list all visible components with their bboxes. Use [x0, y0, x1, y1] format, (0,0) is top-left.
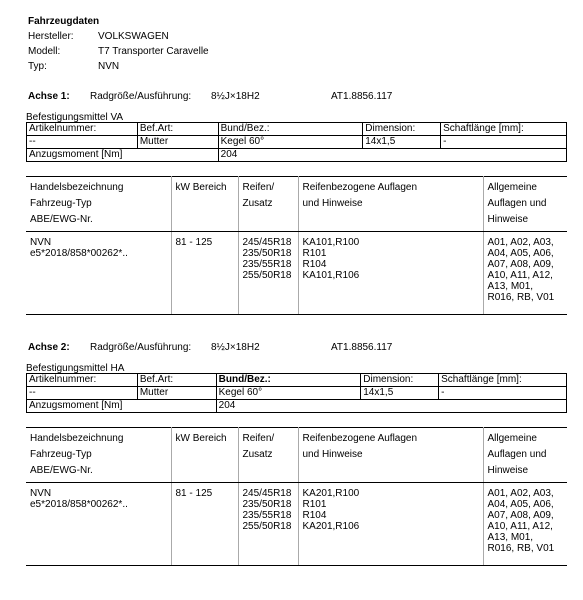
axle-2-code: AT1.8856.117	[331, 342, 393, 353]
dimension: 14x1,5	[363, 136, 441, 149]
fixing-row	[27, 387, 567, 400]
tyre-note: KA201,R106	[302, 521, 360, 532]
kw-range: 81 - 125	[171, 232, 238, 315]
col-shaft-length: Schaftlänge [mm]:	[441, 123, 567, 136]
type-value: NVN	[98, 61, 120, 72]
type-label: Typ:	[28, 61, 47, 72]
tyre-note: KA201,R100	[302, 488, 360, 499]
fixing-type: Mutter	[137, 387, 216, 400]
general-notes	[483, 483, 567, 566]
trade-name-line-3: ABE/EWG-Nr.	[30, 214, 93, 225]
general-notes-line-2: Auflagen und	[487, 198, 547, 209]
general-note: A07, A08, A09,	[487, 259, 554, 270]
col-tyre-notes	[298, 177, 483, 232]
general-notes-line-2: Auflagen und	[487, 449, 547, 460]
tyres-line-2: Zusatz	[242, 449, 273, 460]
tyre-list	[238, 232, 298, 315]
tyre-size: 245/45R18	[242, 237, 292, 248]
axle-1-fitment-table	[26, 176, 567, 315]
general-note: A01, A02, A03,	[487, 237, 554, 248]
col-article-number: Artikelnummer:	[27, 374, 138, 387]
tyre-notes	[298, 232, 483, 315]
fixing-header-row	[27, 374, 567, 387]
col-dimension: Dimension:	[361, 374, 439, 387]
article-number: --	[27, 387, 138, 400]
axle-1-fixing-title: Befestigungsmittel VA	[26, 112, 124, 123]
col-kw-range: kW Bereich	[171, 428, 238, 483]
col-trade-name	[26, 428, 171, 483]
torque-label: Anzugsmoment [Nm]	[27, 400, 217, 413]
trade-name-line-3: ABE/EWG-Nr.	[30, 465, 93, 476]
trade-name-line-1: Handelsbezeichnung	[30, 433, 124, 444]
general-note: A13, M01,	[487, 532, 534, 543]
tyre-size: 235/50R18	[242, 499, 292, 510]
col-general-notes	[483, 428, 567, 483]
tyre-notes-line-1: Reifenbezogene Auflagen	[302, 433, 418, 444]
tyres-line-2: Zusatz	[242, 198, 273, 209]
general-note: R016, RB, V01	[487, 292, 555, 303]
col-dimension: Dimension:	[363, 123, 441, 136]
tyre-note: KA101,R100	[302, 237, 360, 248]
article-number: --	[27, 136, 138, 149]
axle-2-fixing-table	[26, 373, 567, 413]
vehicle-data	[28, 14, 209, 74]
general-note: A01, A02, A03,	[487, 488, 554, 499]
torque-row	[27, 149, 567, 162]
manufacturer-label: Hersteller:	[28, 31, 74, 42]
general-note: A07, A08, A09,	[487, 510, 554, 521]
general-note: A10, A11, A12,	[487, 521, 553, 532]
axle-1-code: AT1.8856.117	[331, 91, 393, 102]
vehicle-data-title: Fahrzeugdaten	[28, 16, 100, 27]
col-collar: Bund/Bez.:	[218, 123, 363, 136]
tyre-note: KA101,R106	[302, 270, 360, 281]
tyre-size: 255/50R18	[242, 270, 292, 281]
axle-1-title: Achse 1:	[28, 91, 70, 102]
tyre-notes	[298, 483, 483, 566]
general-note: A10, A11, A12,	[487, 270, 553, 281]
axle-2-size-label: Radgröße/Ausführung:	[90, 342, 192, 353]
general-notes-line-1: Allgemeine	[487, 182, 537, 193]
collar: Kegel 60°	[218, 136, 363, 149]
col-trade-name	[26, 177, 171, 232]
fitment-header-row	[26, 177, 567, 232]
tyre-size: 235/55R18	[242, 510, 292, 521]
manufacturer-value: VOLKSWAGEN	[98, 31, 169, 42]
col-shaft-length: Schaftlänge [mm]:	[439, 374, 567, 387]
approval-number: e5*2018/858*00262*..	[30, 499, 128, 510]
col-kw-range: kW Bereich	[171, 177, 238, 232]
torque-label: Anzugsmoment [Nm]	[27, 149, 219, 162]
trade-name-line-2: Fahrzeug-Typ	[30, 198, 92, 209]
general-note: A04, A05, A06,	[487, 499, 554, 510]
general-notes-line-3: Hinweise	[487, 465, 529, 476]
vehicle-type: NVN	[30, 237, 52, 248]
axle-1-header	[28, 91, 392, 102]
approval-number: e5*2018/858*00262*..	[30, 248, 128, 259]
model-label: Modell:	[28, 46, 61, 57]
shaft-length: -	[439, 387, 567, 400]
general-notes-line-3: Hinweise	[487, 214, 529, 225]
manufacturer-row	[28, 29, 209, 44]
fitment-header-row	[26, 428, 567, 483]
torque-value: 204	[216, 400, 566, 413]
axle-1-fixing-table	[26, 122, 567, 162]
axle-1-size: 8½J×18H2	[211, 91, 260, 102]
model-row	[28, 44, 209, 59]
tyre-note: R104	[302, 259, 327, 270]
fitment-row	[26, 232, 567, 315]
trade-name-line-2: Fahrzeug-Typ	[30, 449, 92, 460]
general-note: A13, M01,	[487, 281, 534, 292]
tyre-note: R101	[302, 499, 327, 510]
tyre-notes-line-2: und Hinweise	[302, 449, 363, 460]
col-article-number: Artikelnummer:	[27, 123, 138, 136]
tyre-size: 245/45R18	[242, 488, 292, 499]
torque-value: 204	[218, 149, 566, 162]
fitment-row	[26, 483, 567, 566]
axle-2-title: Achse 2:	[28, 342, 70, 353]
tyre-list	[238, 483, 298, 566]
collar: Kegel 60°	[216, 387, 361, 400]
axle-2-size: 8½J×18H2	[211, 342, 260, 353]
torque-row	[27, 400, 567, 413]
tyre-note: R104	[302, 510, 327, 521]
tyre-notes-line-2: und Hinweise	[302, 198, 363, 209]
fixing-header-row	[27, 123, 567, 136]
kw-range: 81 - 125	[171, 483, 238, 566]
axle-2-fitment-table	[26, 427, 567, 566]
trade-name-line-1: Handelsbezeichnung	[30, 182, 124, 193]
vehicle-cell	[26, 483, 171, 566]
shaft-length: -	[441, 136, 567, 149]
col-tyre-notes	[298, 428, 483, 483]
axle-2-fixing-title: Befestigungsmittel HA	[26, 363, 125, 374]
tyre-size: 235/50R18	[242, 248, 292, 259]
tyres-line-1: Reifen/	[242, 433, 275, 444]
fixing-row	[27, 136, 567, 149]
dimension: 14x1,5	[361, 387, 439, 400]
col-general-notes	[483, 177, 567, 232]
type-row	[28, 59, 209, 74]
col-fixing-type: Bef.Art:	[137, 374, 216, 387]
general-note: A04, A05, A06,	[487, 248, 554, 259]
col-tyres	[238, 428, 298, 483]
tyres-line-1: Reifen/	[242, 182, 275, 193]
fixing-type: Mutter	[137, 136, 218, 149]
vehicle-type: NVN	[30, 488, 52, 499]
col-fixing-type: Bef.Art:	[137, 123, 218, 136]
tyre-size: 255/50R18	[242, 521, 292, 532]
vehicle-cell	[26, 232, 171, 315]
general-notes-line-1: Allgemeine	[487, 433, 537, 444]
model-value: T7 Transporter Caravelle	[98, 46, 209, 57]
tyre-note: R101	[302, 248, 327, 259]
tyre-size: 235/55R18	[242, 259, 292, 270]
general-note: R016, RB, V01	[487, 543, 555, 554]
axle-1-size-label: Radgröße/Ausführung:	[90, 91, 192, 102]
col-tyres	[238, 177, 298, 232]
axle-2-header	[28, 342, 392, 353]
tyre-notes-line-1: Reifenbezogene Auflagen	[302, 182, 418, 193]
general-notes	[483, 232, 567, 315]
col-collar: Bund/Bez.:	[216, 374, 361, 387]
